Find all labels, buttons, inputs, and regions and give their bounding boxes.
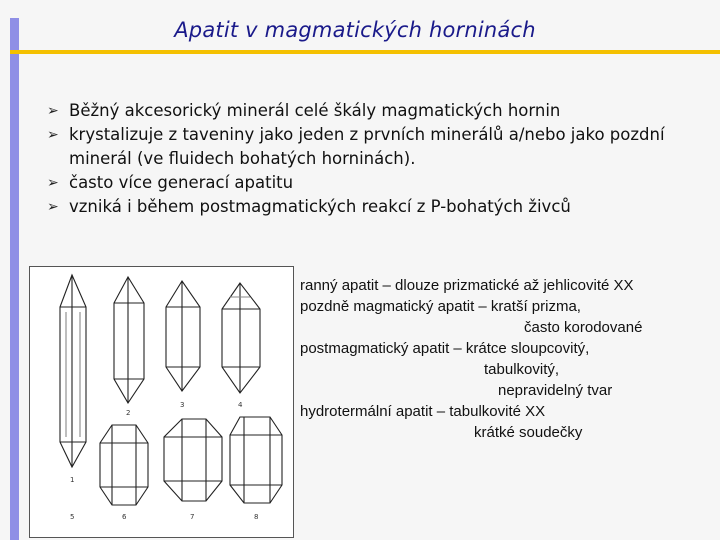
desc-line: pozdně magmatický apatit – kratší prizma, [300, 298, 581, 315]
bullet-item [47, 99, 707, 123]
crystal-4 [222, 283, 260, 393]
crystal-5 [100, 425, 148, 505]
desc-line: nepravidelný tvar [498, 382, 613, 399]
desc-line: ranný apatit – dlouze prizmatické až jehlicovité XX [300, 277, 634, 294]
arrow-bullet-icon: ➢ [47, 199, 59, 215]
crystal-figure [29, 266, 294, 538]
desc-line: hydrotermální apatit – tabulkovité XX [300, 403, 546, 420]
crystal-label: 3 [180, 401, 185, 409]
bullet-text: vzniká i během postmagmatických reakcí z P-bohatých živců [69, 197, 571, 216]
crystal-2 [114, 277, 144, 403]
bullet-item [47, 123, 707, 171]
bullet-item [47, 195, 707, 219]
crystal-label: 2 [126, 409, 131, 417]
crystal-7 [230, 417, 282, 503]
arrow-bullet-icon: ➢ [47, 103, 59, 119]
title-underline [10, 50, 720, 54]
crystal-1 [60, 275, 86, 467]
desc-line: postmagmatický apatit – krátce sloupcovitý, [300, 340, 590, 357]
crystal-label: 8 [254, 513, 259, 521]
desc-line: tabulkovitý, [484, 361, 560, 378]
crystal-3 [166, 281, 200, 391]
habit-description [300, 275, 715, 443]
crystal-drawings [30, 267, 293, 537]
crystal-label: 7 [190, 513, 195, 521]
bullet-item [47, 171, 707, 195]
bullet-list [47, 99, 707, 219]
arrow-bullet-icon: ➢ [47, 127, 59, 143]
crystal-label: 1 [70, 476, 75, 484]
desc-line: krátké soudečky [474, 424, 583, 441]
left-accent-bar [10, 18, 19, 540]
arrow-bullet-icon: ➢ [47, 175, 59, 191]
desc-line: často korodované [524, 319, 643, 336]
crystal-label: 6 [122, 513, 127, 521]
crystal-label: 5 [70, 513, 75, 521]
crystal-6 [164, 419, 222, 501]
bullet-text: často více generací apatitu [69, 173, 294, 192]
bullet-text: Běžný akcesorický minerál celé škály magmatických hornin [69, 101, 561, 120]
crystal-label: 4 [238, 401, 243, 409]
page-title: Apatit v magmatických horninách [174, 18, 536, 42]
bullet-text: krystalizuje z taveniny jako jeden z prvních minerálů a/nebo jako pozdní minerál (ve fluidech bohatých horninách). [69, 125, 665, 168]
